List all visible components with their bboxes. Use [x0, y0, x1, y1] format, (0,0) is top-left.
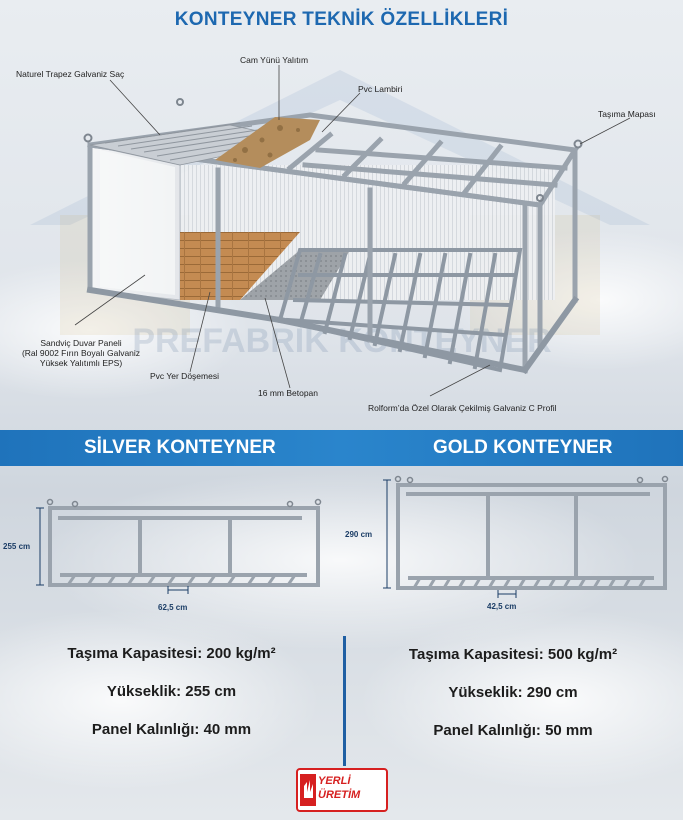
silver-title: SİLVER KONTEYNER: [84, 437, 276, 458]
gold-capacity: Taşıma Kapasitesi: 500 kg/m²: [408, 646, 618, 663]
callout-betopan: 16 mm Betopan: [258, 388, 319, 398]
callout-pvc-floor: Pvc Yer Döşemesi: [150, 371, 219, 381]
gold-height-dimension: 290 cm: [345, 530, 373, 539]
silver-panel-thickness: Panel Kalınlığı: 40 mm: [91, 721, 252, 738]
silver-frame-diagram: [0, 490, 340, 620]
callout-sandwich-panel: Sandviç Duvar Paneli (Ral 9002 Fırın Boyalı Galvaniz Yüksek Yalıtımlı EPS): [21, 338, 141, 369]
watermark-text: PREFABRİK KONTEYNER: [132, 322, 552, 360]
page-title: KONTEYNER TEKNİK ÖZELLİKLERİ: [174, 9, 509, 30]
silver-height: Yükseklik: 255 cm: [106, 683, 237, 700]
gold-frame-diagram: [340, 470, 683, 620]
badge-line1: YERLİ: [318, 775, 351, 787]
callout-glass-wool: Cam Yünü Yalıtım: [240, 55, 309, 65]
callout-lifting-lug: Taşıma Mapası: [598, 109, 656, 119]
silver-height-dimension: 255 cm: [3, 542, 31, 551]
gold-title: GOLD KONTEYNER: [433, 437, 613, 458]
gold-panel-thickness: Panel Kalınlığı: 50 mm: [433, 722, 593, 739]
silver-spacing-dimension: 62,5 cm: [158, 603, 188, 612]
callout-pvc-lambiri: Pvc Lambiri: [358, 84, 403, 94]
badge-line2: ÜRETİM: [318, 789, 361, 801]
callout-c-profile: Rolform’da Özel Olarak Çekilmiş Galvaniz C Profil: [368, 403, 557, 413]
callout-trapez: Naturel Trapez Galvaniz Saç: [16, 69, 125, 79]
gold-height: Yükseklik: 290 cm: [448, 684, 578, 701]
gold-spacing-dimension: 42,5 cm: [487, 602, 517, 611]
silver-capacity: Taşıma Kapasitesi: 200 kg/m²: [67, 645, 276, 662]
